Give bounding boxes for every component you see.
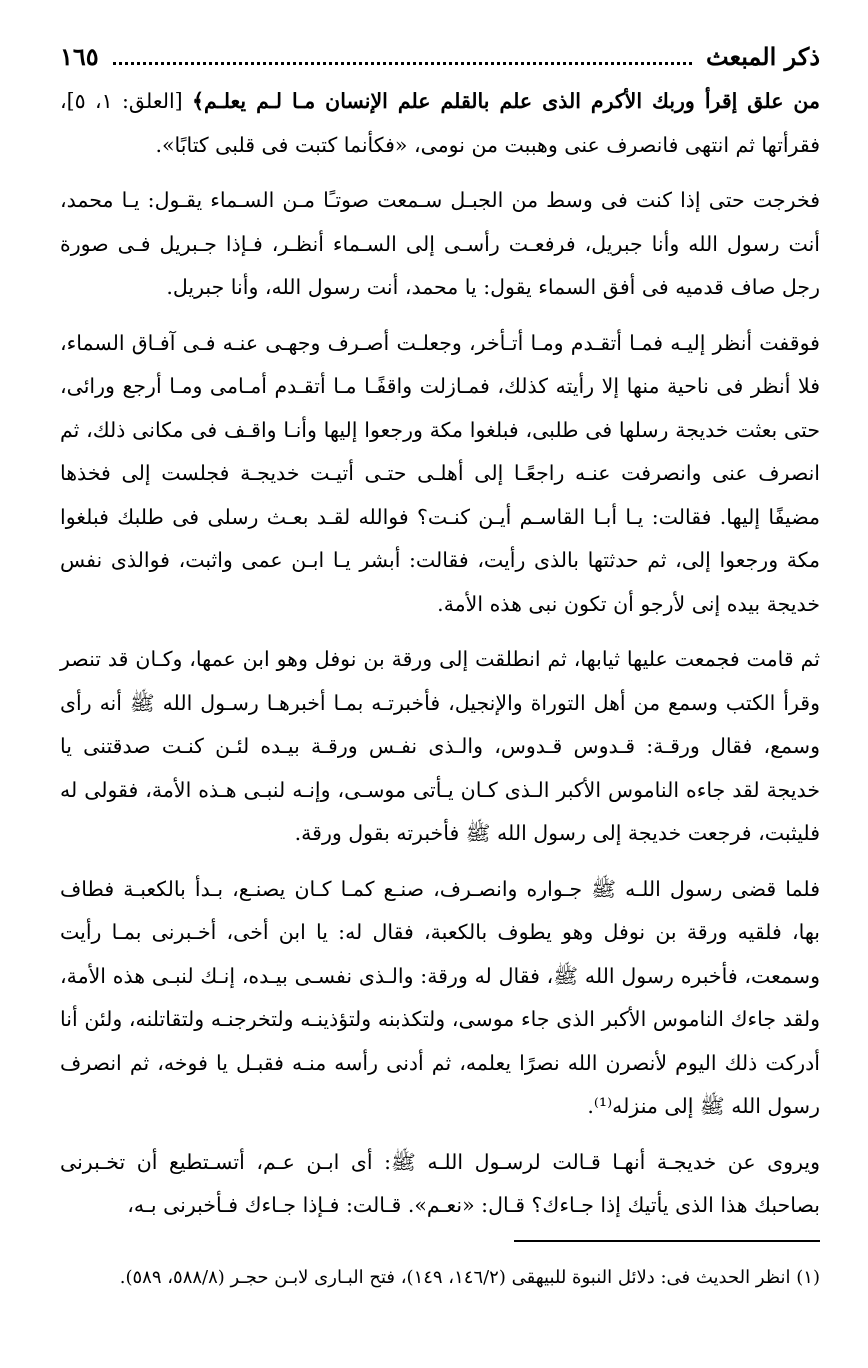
paragraph-4: ثم قامت فجمعت عليها ثيابها، ثم انطلقت إلى ورقة بن نوفل وهو ابن عمها، وكـان قد تنصر وقرأ الكتب وسمع من أهل التوراة والإنجيل، فأخبرتـه بمـا أخبرهـا رسـول الله ﷺ أنه رأى وسمع، فقال ورقـة: قـدوس قـدوس، والـذى نفـس ورقـة بيـده لئـن كنـت صدقتنى يا خديجة لقد جاءه الناموس الأكبر الـذى كـان يـأتى موسـى، وإنـه لنبـى هـذه الأمة، فقولى له فليثبت، فرجعت خديجة إلى رسول الله ﷺ فأخبرته بقول ورقة. [60,647,820,845]
paragraph-6: ويروى عن خديجـة أنهـا قـالت لرسـول اللـه ﷺ: أى ابـن عـم، أتسـتطيع أن تخـبرنى بصاحبك هذا الذى يأتيك إذا جـاءك؟ قـال: «نعـم». قـالت: فـإذا جـاءك فـأخبرنى بـه، [60,1149,820,1217]
footnote: (١) انظر الحديث فى: دلائل النبوة للبيهقى (١٤٦/٢، ١٤٩)، فتح البـارى لابـن حجـر (٥٨٨/٨، ٥٨٩). [119,1266,820,1288]
chapter-title: ذكر المبعث [706,42,820,71]
header-dot-leader [113,62,692,65]
page-number: ١٦٥ [60,42,99,71]
paragraph-1-text: [العلق: ١، ٥]، فقرأتها ثم انتهى فانصرف عنى وهببت من نومى، «فكأنما كتبت فى قلبى كتابًا». [60,89,820,157]
paragraph-1 [60,80,820,167]
page-header [60,40,820,74]
paragraph-3: فوقفت أنظر إليـه فمـا أتقـدم ومـا أتـأخر، وجعلـت أصـرف وجهـى عنـه فـى آفـاق السماء، فلا أنظر فى ناحية منها إلا رأيته كذلك، فمـازلت واقفًـا مـا أتقـدم أمـامى ومـا أرجع ورائى، حتى بعثت خديجة رسلها فى طلبى، فبلغوا مكة ورجعوا إليها وأنـا واقـف فى مكانى ذلك، ثم انصرف عنى وانصرفت عنـه راجعًـا إلى أهلـى حتـى أتيـت خديجـة فجلست إلى فخذها مضيفًا إليها. فقالت: يـا أبـا القاسـم أيـن كنـت؟ فوالله لقـد بعـث رسلى فى طلبك فبلغوا مكة ورجعوا إلى، ثم حدثتها بالذى رأيت، فقالت: أبشر يـا ابـن عمى واثبت، فوالذى نفس خديجة بيده إنى لأرجو أن تكون نبى هذه الأمة. [60,330,820,616]
footnote-separator [514,1240,820,1242]
paragraph-5: فلما قضى رسول اللـه ﷺ جـواره وانصـرف، صنـع كمـا كـان يصنـع، بـدأ بالكعبـة فطاف بها، فلقيه ورقة بن نوفل وهو يطوف بالكعبة، فقال له: يا ابن أخى، أخـبرنى بمـا رأيت وسمعت، فأخبره رسول الله ﷺ، فقال له ورقة: والـذى نفسـى بيـده، إنـك لنبـى هذه الأمة، ولقد جاءك الناموس الأكبر الذى جاء موسى، ولتكذبنه ولتؤذينـه ولتخرجنـه ولتقاتلنه، ولئن أنا أدركت ذلك اليوم لأنصرن الله نصرًا يعلمه، ثم أدنى رأسه منـه فقبـل يا فوخه، ثم انصرف رسول الله ﷺ إلى منزله⁽¹⁾. [60,876,820,1118]
paragraph-2: فخرجت حتى إذا كنت فى وسط من الجبـل سـمعت صوتـًا مـن السـماء يقـول: يـا محمد، أنت رسول الله وأنا جبريل، فرفعـت رأسـى إلى السـماء أنظـر، فـإذا جـبريل فـى صورة رجل صاف قدميه فى أفق السماء يقول: يا محمد، أنت رسول الله، وأنا جبريل. [60,188,820,299]
quran-verse: من علق إقرأ وربك الأكرم الذى علم بالقلم علم الإنسان مـا لـم يعلـم﴾ [192,89,821,113]
